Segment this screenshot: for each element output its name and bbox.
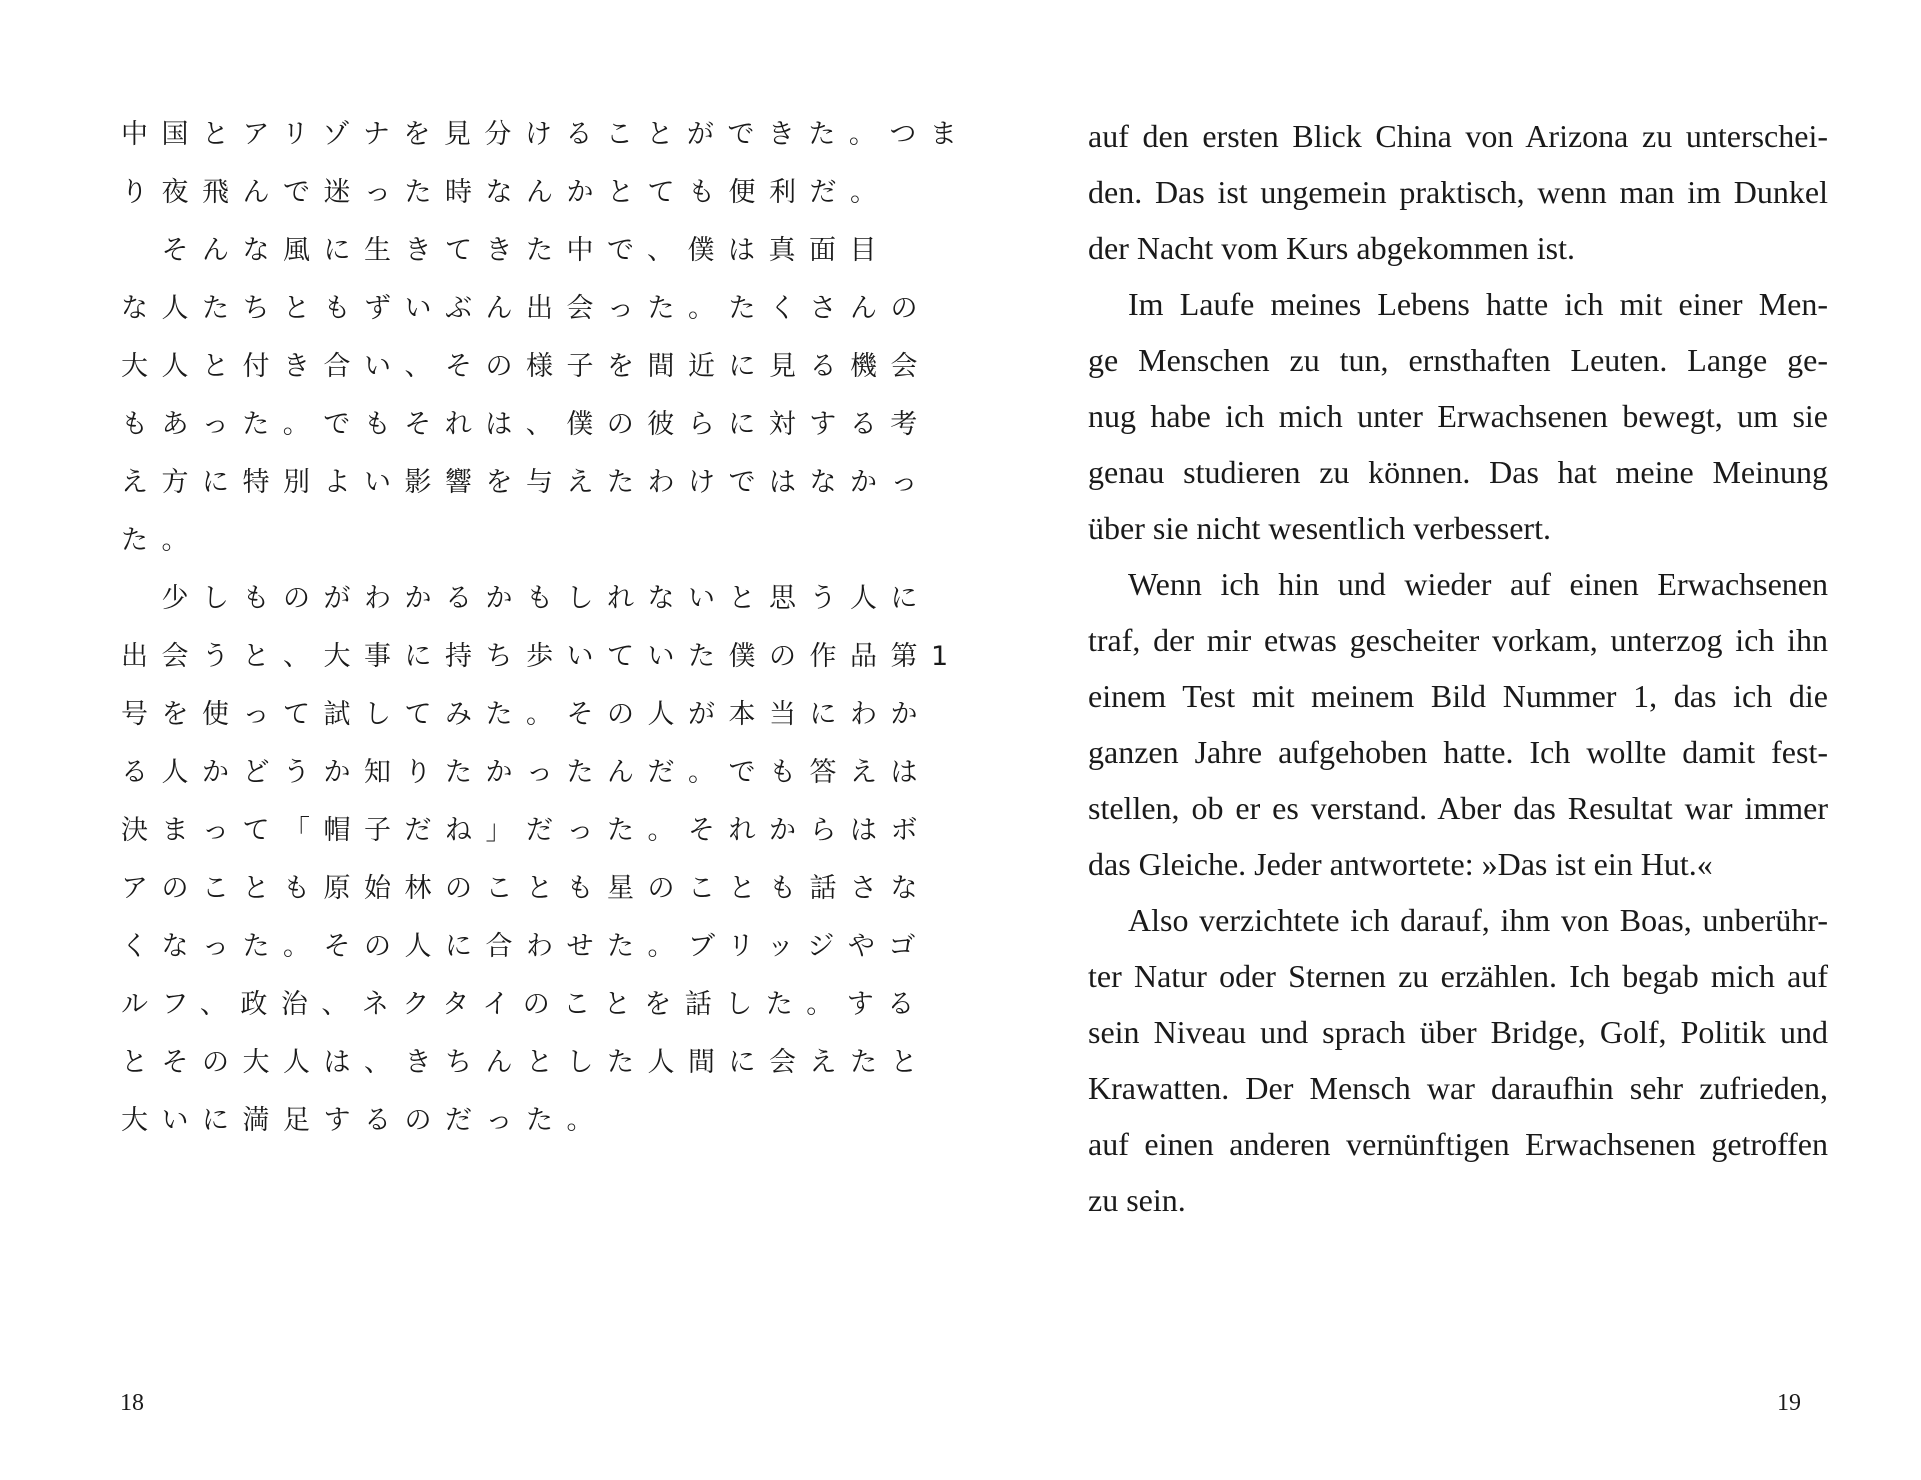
text-line: ルフ、政治、ネクタイのことを話した。する xyxy=(121,989,928,1020)
text-line: nug habe ich mich unter Erwachsenen bewegt, um sie xyxy=(1088,398,1828,434)
text-line: た。 xyxy=(121,525,202,556)
text-line: Wenn ich hin und wieder auf einen Erwachsenen xyxy=(1128,566,1828,602)
text-line: ter Natur oder Sternen zu erzählen. Ich begab mich auf xyxy=(1088,958,1828,994)
text-line: 大いに満足するのだった。 xyxy=(121,1105,607,1136)
text-line: zu sein. xyxy=(1088,1182,1186,1218)
text-line: 号を使って試してみた。その人が本当にわか xyxy=(121,699,931,730)
text-line: genau studieren zu können. Das hat meine Meinung xyxy=(1088,454,1828,490)
page-number-right: 19 xyxy=(1777,1390,1801,1416)
text-line: 少しものがわかるかもしれないと思う人に xyxy=(121,583,931,614)
text-line: とその大人は、きちんとした人間に会えたと xyxy=(121,1047,931,1078)
text-line: ganzen Jahre aufgehoben hatte. Ich wollte damit fest- xyxy=(1088,734,1828,770)
text-line: den. Das ist ungemein praktisch, wenn man im Dunkel xyxy=(1088,174,1828,210)
text-line: 大人と付き合い、その様子を間近に見る機会 xyxy=(121,351,931,382)
text-line: über sie nicht wesentlich verbessert. xyxy=(1088,510,1551,546)
text-line: auf einen anderen vernünftigen Erwachsenen getroffen xyxy=(1088,1126,1828,1162)
german-text xyxy=(1088,108,1828,1228)
text-line: 決まって「帽子だね」だった。それからはボ xyxy=(121,815,931,846)
text-line: traf, der mir etwas gescheiter vorkam, unterzog ich ihn xyxy=(1088,622,1828,658)
text-line: くなった。その人に合わせた。ブリッジやゴ xyxy=(121,931,929,962)
text-line: もあった。でもそれは、僕の彼らに対する考 xyxy=(121,409,931,440)
text-line: アのことも原始林のことも星のことも話さな xyxy=(121,873,931,904)
text-line: Krawatten. Der Mensch war daraufhin sehr zufrieden, xyxy=(1088,1070,1828,1106)
text-line: stellen, ob er es verstand. Aber das Resultat war immer xyxy=(1088,790,1828,826)
text-line: auf den ersten Blick China von Arizona zu unterschei- xyxy=(1088,118,1828,154)
text-line: Im Laufe meines Lebens hatte ich mit einer Men- xyxy=(1128,286,1828,322)
japanese-text xyxy=(121,106,971,1150)
text-line: ge Menschen zu tun, ernsthaften Leuten. Lange ge- xyxy=(1088,342,1828,378)
text-line: り夜飛んで迷った時なんかとても便利だ。 xyxy=(121,177,891,208)
text-line: sein Niveau und sprach über Bridge, Golf, Politik und xyxy=(1088,1014,1828,1050)
text-line: る人かどうか知りたかったんだ。でも答えは xyxy=(121,757,931,788)
text-line: え方に特別よい影響を与えたわけではなかっ xyxy=(121,467,931,498)
text-line: einem Test mit meinem Bild Nummer 1, das ich die xyxy=(1088,678,1828,714)
text-line: der Nacht vom Kurs abgekommen ist. xyxy=(1088,230,1575,266)
text-line: な人たちともずいぶん出会った。たくさんの xyxy=(121,293,931,324)
right-page xyxy=(960,0,1921,1480)
text-line: Also verzichtete ich darauf, ihm von Boas, unberühr- xyxy=(1128,902,1828,938)
text-line: 中国とアリゾナを見分けることができた。つま xyxy=(121,119,971,150)
page-number-left: 18 xyxy=(120,1390,144,1416)
text-line: das Gleiche. Jeder antwortete: »Das ist ein Hut.« xyxy=(1088,846,1713,882)
text-line: 出会うと、大事に持ち歩いていた僕の作品第1 xyxy=(121,641,962,672)
text-line: そんな風に生きてきた中で、僕は真面目 xyxy=(121,235,890,266)
